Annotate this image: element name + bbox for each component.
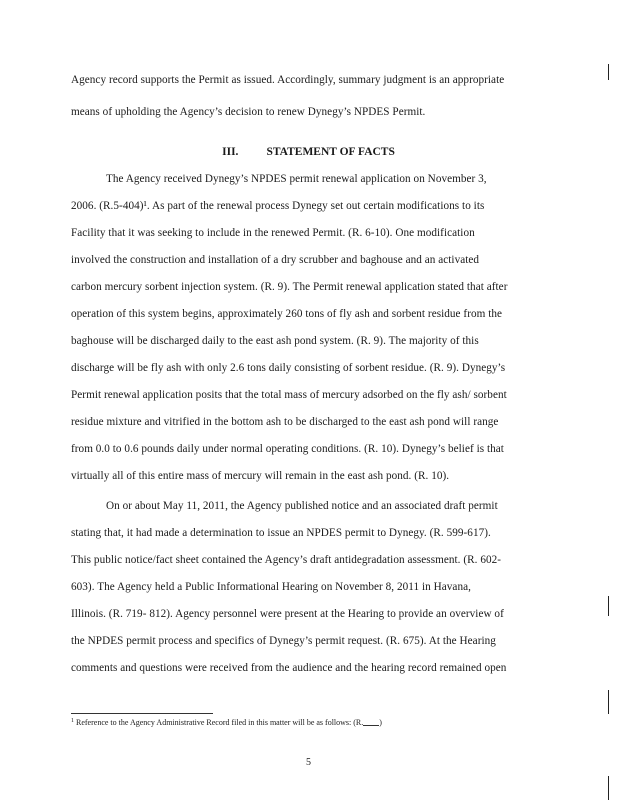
footnote: $^1$ Reference to the Agency Administrative Record filed in this matter will be as follows: (R. ) [71, 718, 382, 727]
scan-mark [608, 690, 609, 714]
text-line: discharge will be fly ash with only 2.6 tons daily consisting of sorbent residue. (R. 9). Dynegy’s [71, 362, 506, 374]
scan-mark [608, 776, 609, 800]
text-line: means of upholding the Agency’s decision to renew Dynegy’s NPDES Permit. [71, 106, 426, 118]
text-line: The Agency received Dynegy’s NPDES permit renewal application on November 3, [106, 173, 487, 185]
scan-mark [608, 64, 609, 80]
text-line: On or about May 11, 2011, the Agency published notice and an associated draft permit [106, 500, 498, 512]
text-line: Permit renewal application posits that the total mass of mercury adsorbed on the fly ash/ sorbent [71, 389, 507, 401]
text-line: baghouse will be discharged daily to the east ash pond system. (R. 9). The majority of this [71, 335, 479, 347]
text-line: virtually all of this entire mass of mercury will remain in the east ash pond. (R. 10). [71, 470, 450, 482]
text-line: This public notice/fact sheet contained the Agency’s draft antidegradation assessment. (R. 602- [71, 554, 502, 566]
text-line: carbon mercury sorbent injection system. (R. 9). The Permit renewal application stated that after [71, 281, 508, 293]
footnote-text: Reference to the Agency Administrative Record filed in this matter will be as follows: (R. [76, 718, 364, 727]
text-line: Illinois. (R. 719- 812). Agency personnel were present at the Hearing to provide an overview of [71, 608, 504, 620]
text-line: residue mixture and vitrified in the bottom ash to be discharged to the east ash pond will range [71, 416, 499, 428]
text-line: involved the construction and installation of a dry scrubber and baghouse and an activated [71, 254, 480, 266]
text-line: comments and questions were received from the audience and the hearing record remained open [71, 662, 507, 674]
footnote-blank [363, 718, 379, 726]
text-line: Facility that it was seeking to include in the renewed Permit. (R. 6-10). One modification [71, 227, 475, 239]
section-number: III. [222, 146, 239, 158]
scan-mark [608, 596, 609, 616]
page-number: 5 [306, 757, 311, 768]
text-line: 603). The Agency held a Public Informational Hearing on November 8, 2011 in Havana, [71, 581, 471, 593]
text-line: stating that, it had made a determination to issue an NPDES permit to Dynegy. (R. 599-617). [71, 527, 491, 539]
text-line: the NPDES permit process and specifics of Dynegy’s permit request. (R. 675). At the Hearing [71, 635, 496, 647]
text-line: from 0.0 to 0.6 pounds daily under normal operating conditions. (R. 10). Dynegy’s belief is that [71, 443, 504, 455]
section-heading [0, 146, 617, 158]
text-line: operation of this system begins, approximately 260 tons of fly ash and sorbent residue from the [71, 308, 503, 320]
footnote-marker: 1 [71, 718, 74, 724]
section-title: STATEMENT OF FACTS [266, 146, 395, 158]
text-line: 2006. (R.5-404)¹. As part of the renewal process Dynegy set out certain modifications to its [71, 200, 485, 212]
text-line: Agency record supports the Permit as issued. Accordingly, summary judgment is an appropriate [71, 74, 505, 86]
footnote-separator [71, 713, 213, 714]
